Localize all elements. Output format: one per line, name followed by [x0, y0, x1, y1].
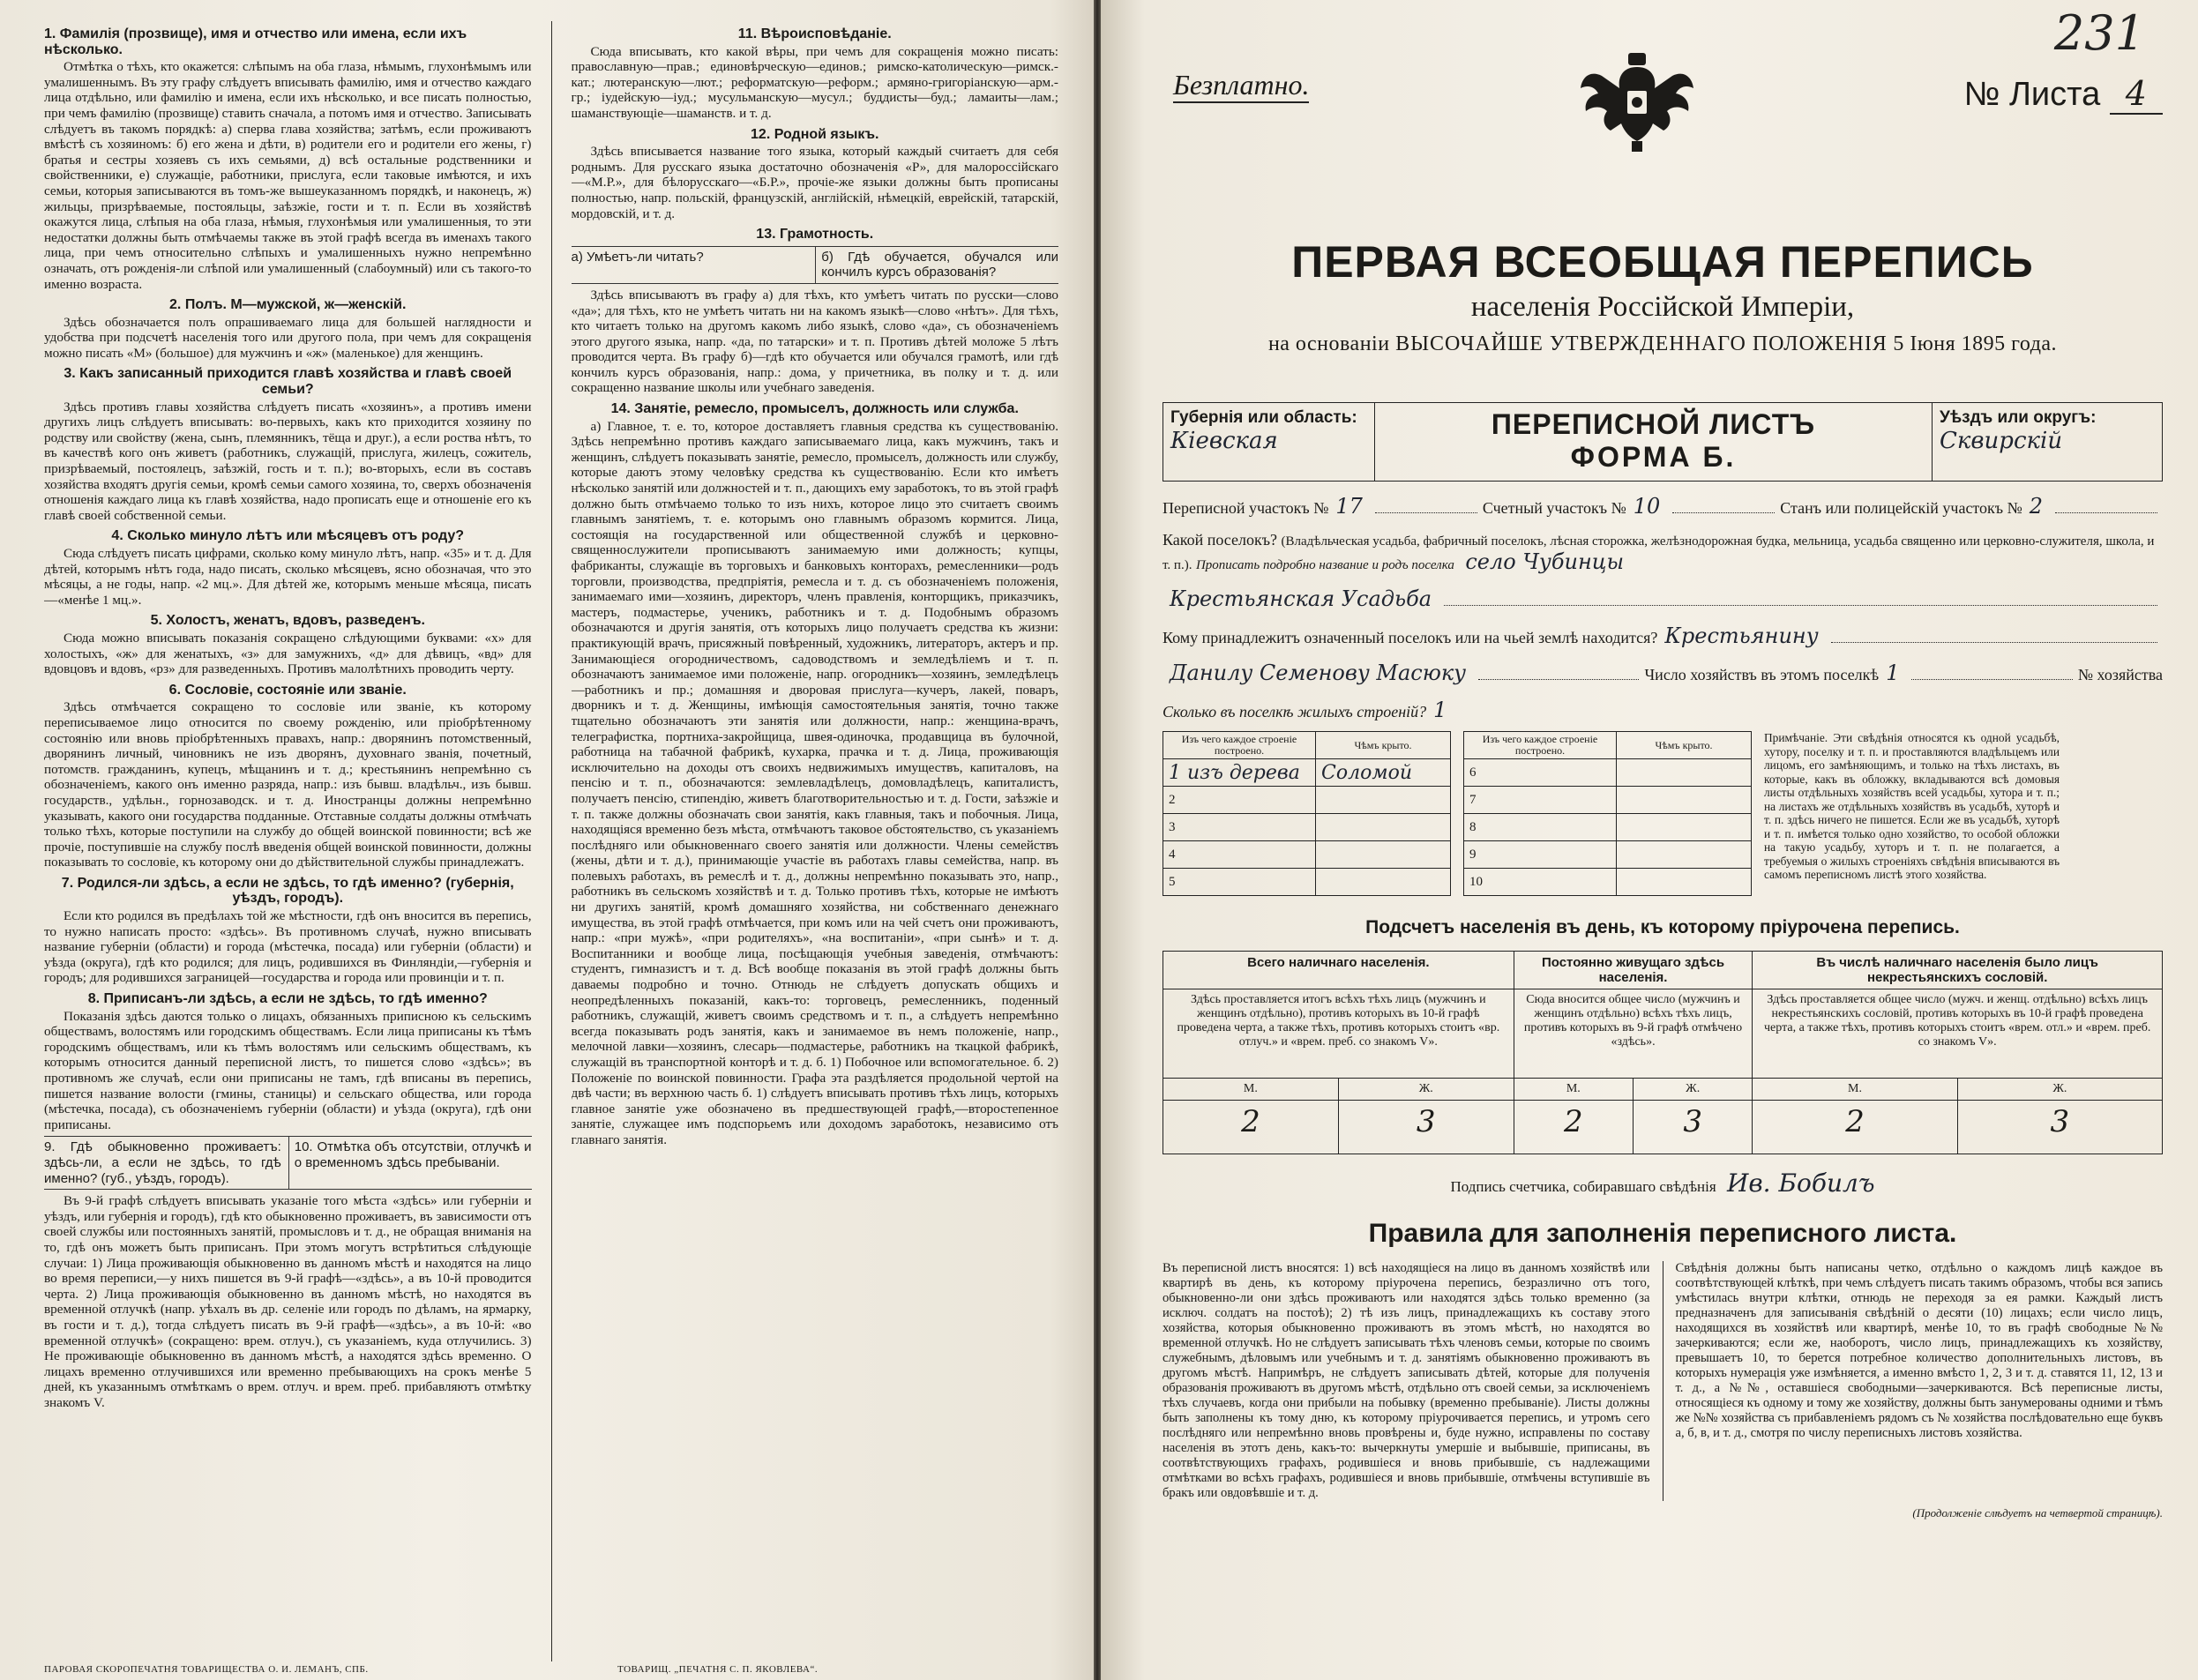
section-5-title: 5. Холостъ, женатъ, вдовъ, разведенъ.: [150, 613, 425, 629]
buildings-roof-header: Чѣмъ крыто.: [1617, 732, 1752, 759]
building-number: 5: [1163, 869, 1316, 896]
census-subtitle: населенія Россійской Имперіи,: [1470, 291, 1855, 323]
total-female-count: 3: [1338, 1101, 1514, 1154]
building-roof: [1316, 787, 1451, 814]
building-1-roof: Соломой: [1316, 759, 1451, 787]
census-title: ПЕРВАЯ ВСЕОБЩАЯ ПЕРЕПИСЬ: [1291, 237, 2034, 287]
section-13-title: 13. Грамотность.: [756, 227, 874, 243]
section-11-title: 11. Вѣроисповѣданіе.: [737, 26, 892, 41]
table-row: [1464, 787, 1752, 814]
section-14-title: 14. Занятіе, ремесло, промыселъ, должность или служба.: [610, 401, 1019, 417]
district-numbers-line: [1163, 494, 2163, 519]
buildings-table-1-5: [1163, 731, 1451, 896]
rules-title: Правила для заполненія переписного листа.: [1368, 1219, 1957, 1248]
building-roof: [1316, 841, 1451, 869]
settlement-kind-line: [1163, 586, 2163, 611]
poselok-hint-2: Прописать подробно название и родъ поселка: [1195, 558, 1454, 572]
section-6-title: 6. Сословіе, состояніе или званіе.: [168, 682, 407, 698]
buildings-note: Примѣчаніе. Эти свѣдѣнія относятся къ одной усадьбѣ, хутору, поселку и т. п. и проставляются владѣльцемъ или лицомъ, его замѣняющимъ, и только на тѣхъ листахъ, въ которые, какъ въ обложку, вкладываются всѣ домовыя листы отдѣльныхъ хозяйствъ всей усадьбы, хутора и т. п.; на листахъ же отдѣльныхъ хозяйствъ въ усадьбѣ, хуторѣ и т. п. здѣсь ничего не пишется. Если же въ усадьбѣ, хуторѣ и т. п. имѣется только одно хозяйство, то особой обложки на такую усадьбу, хуторъ и т. п. не полагается, а требуемыя о жилыхъ строеніяхъ свѣдѣнія вписываются въ самомъ переписномъ листѣ этого хозяйства.: [1764, 731, 2060, 881]
instructions-column-1: [44, 21, 532, 1661]
section-13b-title: б) Гдѣ обучается, обучался или кончилъ курсъ образованія?: [815, 247, 1058, 283]
building-roof: [1617, 814, 1752, 841]
uchastok-value: 17: [1335, 494, 1363, 519]
section-7-text: Если кто родился въ предѣлахъ той же мѣстности, гдѣ онъ вносится въ перепись, то нужно написать просто: «здѣсь». Въ противномъ случаѣ, нужно вписывать название губерніи (области) и города (мѣстечка, посада) или губерніи (области) и уѣзда (округа), гдѣ кто родился; для лицъ, родившихся въ Финляндіи,—губернія и городъ; для родившихся заграницей—государства и города или провинціи и т. п.: [44, 908, 532, 986]
section-2-text: Здѣсь обозначается полъ опрашиваемаго лица для большей наглядности и удобства при подсчетѣ населенія того или другого пола, при чемъ для сокращенія можно писать «М» (большое) для мужчинъ и «ж» (маленькое) для женщинъ.: [44, 314, 532, 361]
building-number: 2: [1163, 787, 1316, 814]
sheet-number-label: № Листа: [1963, 76, 2101, 113]
table-row: [1163, 759, 1451, 787]
section-1-title: 1. Фамилія (прозвище), имя и отчество или имена, если ихъ нѣсколько.: [44, 26, 467, 57]
stan-label: Станъ или полицейскій участокъ №: [1780, 499, 2022, 517]
count-header-non-peasant: Въ числѣ наличнаго населенія было лицъ некрестьянскихъ сословій.: [1753, 952, 2163, 989]
non-peasant-female-count: 3: [1957, 1101, 2162, 1154]
rules-right-text: Свѣдѣнія должны быть написаны четко, отдѣльно о каждомъ лицѣ каждое въ соотвѣтствующей клѣткѣ, при чемъ слѣдуетъ писать такимъ образомъ, чтобы вся запись умѣстилась внутри клѣтки, отнюдь не переходя за ея рамки. Каждый листъ предназначенъ для записыванія свѣдѣній о десяти (10) лицахъ; если число лицъ, находящихся въ хозяйствѣ или квартирѣ, менѣе 10, то въ графѣ свободные №№ зачеркиваются; если же, наоборотъ, число лицъ, принадлежащихъ къ хозяйству, превышаетъ 10, то берется потребное количество дополнительныхъ листовъ, въ которыхъ нумерація уже измѣняется, а именно вмѣсто 1, 2, 3 и т. д. ставятся 11, 12, 13 и т. д., а №№, оставшіеся свободными—зачеркиваются. Всѣ переписные листы, относящіеся къ одному и тому же хозяйству, должны быть занумерованы одними и тѣмъ же №№ хозяйства съ прибавленіемъ рядомъ съ № хозяйства послѣдовательно еще буквъ а, б, в, и т. д., смотря по числу переписныхъ листовъ хозяйства.: [1675, 1261, 2163, 1440]
owner-name-line: [1163, 661, 2163, 685]
section-9-title: 9. Гдѣ обыкновенно проживаетъ: здѣсь-ли, а если не здѣсь, то гдѣ именно? (губ., уѣздъ, городъ).: [44, 1139, 281, 1186]
gubernia-value: Кіевская: [1170, 428, 1278, 454]
poselok-hint: (Владѣльческая усадьба, фабричный поселокъ, лѣсная сторожка, желѣзнодорожная будка, мельница, усадьба священно или церковно-служителя, школа, и т. п.).: [1163, 534, 2155, 572]
uezd-label: Уѣздъ или округъ:: [1940, 408, 2097, 427]
owner-name-value: Данилу Семенову Масюку: [1170, 661, 1467, 685]
section-4-title: 4. Сколько минуло лѣтъ или мѣсяцевъ отъ роду?: [111, 528, 465, 544]
building-number: 7: [1464, 787, 1617, 814]
male-header: М.: [1514, 1079, 1633, 1101]
printer-imprint-right: ТОВАРИЩ. „ПЕЧАТНЯ С. П. ЯКОВЛЕВА“.: [617, 1664, 819, 1675]
signature-value: Ив. Бобилъ: [1726, 1169, 1875, 1198]
count-header-total: Всего наличнаго населенія.: [1163, 952, 1514, 989]
poselok-label: Какой поселокъ?: [1163, 531, 1278, 549]
instructions-page: [0, 0, 1094, 1680]
section-12-title: 12. Родной языкъ.: [751, 126, 879, 142]
printer-imprint-left: ПАРОВАЯ СКОРОПЕЧАТНЯ ТОВАРИЩЕСТВА О. И. ЛЕМАНЪ, СПБ.: [44, 1664, 369, 1675]
poselok-value-2: Крестьянская Усадьба: [1170, 586, 1432, 611]
rules-columns: [1163, 1261, 2163, 1501]
section-5-text: Сюда можно вписывать показанія сокращено слѣдующими буквами: «х» для холостыхъ, «ж» для женатыхъ, «з» для замужнихъ, «д» для дѣвицъ, «вд» для вдовцовъ и вдовъ, «рз» для разведенныхъ. Противъ малолѣтнихъ проводить черту.: [44, 630, 532, 677]
section-12-text: Здѣсь вписывается название того языка, который каждый считаетъ для себя роднымъ. Для русскаго языка достаточно обозначенія «Р», для малороссійскаго—«М.Р.», для бѣлорусскаго—«Б.Р.», прочіе-же языки должны быть прописаны полностью, напр. польскій, французскій, англійскій, нѣмецкій, еврейскій, татарскій, мордовскій, и т. д.: [571, 144, 1058, 221]
schet-value: 10: [1633, 494, 1661, 519]
count-desc-non-peasant: Здѣсь проставляется общее число (мужч. и женщ. отдѣльно) всѣхъ лицъ некрестьянскихъ сословій, противъ которыхъ въ 10-й графѣ проведена черта, а также тѣхъ, противъ которыхъ стоитъ «врем. отл.» и «врем. преб. со знакомъ V».: [1753, 989, 2163, 1079]
building-roof: [1617, 869, 1752, 896]
table-row: [1464, 869, 1752, 896]
section-3-title: 3. Какъ записанный приходится главѣ хозяйства и главѣ своей семьи?: [64, 366, 512, 398]
archive-number: 231: [2053, 5, 2145, 61]
fill-line: [1478, 679, 1639, 680]
fill-line: [1375, 512, 1477, 513]
section-9-10-headers: [44, 1136, 532, 1190]
section-4-text: Сюда слѣдуетъ писать цифрами, сколько кому минуло лѣтъ, напр. «35» и т. д. Для дѣтей, которымъ нѣтъ года, надо писать, сколько мѣсяцевъ, ясно обозначая, что это мѣсяцы, а не годы, напр. «2 мц.». Для дѣтей же, которымъ меньше мѣсяца, писать—«менѣе 1 мц.».: [44, 546, 532, 608]
female-header: Ж.: [1634, 1079, 1753, 1101]
census-form-page: [1101, 0, 2198, 1680]
signature-label: Подпись счетчика, собиравшаго свѣдѣнія: [1450, 1178, 1716, 1195]
table-row: [1464, 814, 1752, 841]
table-row: [1163, 787, 1451, 814]
continued-note: (Продолженіе слѣдуетъ на четвертой страницѣ).: [1912, 1506, 2163, 1519]
rules-left-text: Въ переписной листъ вносятся: 1) всѣ находящіеся на лицо въ данномъ хозяйствѣ или квартирѣ въ день, къ которому пріурочена перепись, безразлично отъ того, обыкновенно-ли они здѣсь проживаютъ или находятся здѣсь только временно (за исключ. солдатъ на постоѣ); 2) тѣ изъ лицъ, принадлежащихъ къ составу этого хозяйства, которыя обыкновенно проживаютъ въ этомъ мѣстѣ, но находятся во временной отлучкѣ. Но не слѣдуетъ записывать тѣхъ членовъ семьи, которые по своимъ служебнымъ, дѣловымъ или учебнымъ и т. д. занятіямъ обыкновенно проживаютъ въ другомъ мѣстѣ. Напримѣръ, не слѣдуетъ записывать дѣтей, которые для полученія образованія проживаютъ въ другомъ мѣстѣ, отдѣльно отъ своей семьи, за исключеніемъ тѣхъ случаевъ, когда они прибыли на побывку (временно пребываніе). Листы должны быть заполнены къ тому дню, къ которому пріурочивается перепись, и утромъ сего послѣдняго или непремѣнно вновь провѣрены и, буде нужно, исправлены по составу населенія въ этотъ день, какъ-то: вычеркнуты умершіе и выбывшіе, приписаны, въ соотвѣтствующихъ графахъ, родившіеся и вновь прибывшіе, съ надлежащими отмѣтками во всѣхъ графахъ, родившіеся и вновь прибывшіе, отмѣчены вступившіе въ бракъ или овдовѣвшіе и т. д.: [1163, 1261, 1650, 1500]
households-value: 1: [1886, 661, 1900, 685]
building-1-material: [1163, 759, 1316, 787]
non-peasant-male-count: 2: [1753, 1101, 1957, 1154]
settlement-type-line: [1163, 531, 2163, 574]
building-number: 6: [1464, 759, 1617, 787]
free-label: Безплатно.: [1173, 69, 1309, 103]
building-number: 10: [1464, 869, 1617, 896]
schet-label: Счетный участокъ №: [1482, 499, 1626, 517]
enumerator-signature-line: [1163, 1169, 2163, 1198]
permanent-female-count: 3: [1634, 1101, 1753, 1154]
table-row: [1163, 869, 1451, 896]
stan-value: 2: [2029, 494, 2044, 519]
building-number: 4: [1163, 841, 1316, 869]
fill-line: [1672, 512, 1775, 513]
gubernia-cell: [1163, 403, 1375, 481]
form-type: ФОРМА Б.: [1570, 441, 1737, 473]
building-roof: [1617, 787, 1752, 814]
section-13-text: Здѣсь вписываютъ въ графу а) для тѣхъ, кто умѣетъ читать по русски—слово «да»; для тѣхъ, кто не умѣетъ читать ни на какомъ языкѣ—слово «нѣтъ». Для тѣхъ, кто читаетъ только на другомъ какомъ либо языкѣ, слово «да», съ обозначеніемъ этого другого языка, напр. «да, по татарски» и т. п. Противъ дѣтей моложе 5 лѣтъ проводится черта. Въ графу б)—гдѣ кто обучается или обучался грамотѣ, или гдѣ кончилъ курсъ образованія, напр.: дома, у причетника, въ полку и т. д. или сокращенно название школы или учебнаго заведенія.: [571, 287, 1058, 396]
population-count-table: [1163, 951, 2163, 1154]
uezd-value: Сквирскій: [1940, 428, 2063, 454]
section-10-title: 10. Отмѣтка объ отсутствіи, отлучкѣ и о временномъ здѣсь пребываніи.: [288, 1137, 532, 1189]
form-header-row: [1163, 18, 2163, 132]
sheet-number-value: 4: [2110, 74, 2163, 115]
buildings-material-header: Изъ чего каждое строеніе построено.: [1464, 732, 1617, 759]
building-roof: [1617, 841, 1752, 869]
count-desc-total: Здѣсь проставляется итогъ всѣхъ тѣхъ лицъ (мужчинъ и женщинъ отдѣльно), противъ которыхъ въ 10-й графѣ проведена черта, а также тѣхъ, противъ которыхъ стоитъ «вр. отлуч.» и «врем. преб. со знакомъ V».: [1163, 989, 1514, 1079]
instructions-column-2: [572, 21, 1059, 1661]
table-row: [1163, 814, 1451, 841]
fill-line: [2055, 512, 2157, 513]
section-8-title: 8. Приписанъ-ли здѣсь, а если не здѣсь, то гдѣ именно?: [87, 991, 488, 1007]
building-roof: [1617, 759, 1752, 787]
building-material: изъ дерева: [1187, 761, 1300, 784]
count-title: Подсчетъ населенія въ день, къ которому пріурочена перепись.: [1365, 917, 1960, 937]
sheet-number: [1964, 74, 2163, 114]
table-row: [1163, 841, 1451, 869]
section-7-title: 7. Родился-ли здѣсь, а если не здѣсь, то гдѣ именно? (губернія, уѣздъ, городъ).: [61, 875, 514, 907]
section-11-text: Сюда вписывать, кто какой вѣры, при чемъ для сокращенія можно писать: православную—прав.; единовѣрческую—единов.; римско-католическую—римск.-кат.; лютеранскую—лют.; реформатскую—реформ.; армяно-григоріанскую—арм.-гр.; іудейскую—іуд.; мусульманскую—мусул.; буддисты—буд.; ламаиты—лам.; шаманствующіе—шаманств. и т. д.: [571, 43, 1058, 121]
female-header: Ж.: [1338, 1079, 1514, 1101]
fill-line: [1911, 679, 2072, 680]
household-no-label: № хозяйства: [2077, 666, 2163, 683]
owner-line: [1163, 623, 2163, 648]
form-title: ПЕРЕПИСНОЙ ЛИСТЪ: [1491, 408, 1816, 440]
female-header: Ж.: [1957, 1079, 2162, 1101]
building-number: 9: [1464, 841, 1617, 869]
section-14-text: а) Главное, т. е. то, которое доставляетъ главныя средства къ существованію. Здѣсь непремѣнно противъ каждаго записываемаго лица, какъ мужчинъ, такъ и женщинъ, слѣдуетъ показывать занятіе, ремесло, промыселъ, должность или службу, которые даютъ этому человѣку средства къ существованію. Если кто имѣетъ нѣсколько занятій или должностей и т. п., дающихъ ему заработокъ, то въ этой графѣ должно быть отмѣчаемо только то изъ нихъ, которое лицо это считаетъ своимъ главнымъ занятіемъ, т. е. которымъ оно главнымъ образомъ кормится. Лица, состоящія на государственной или общественной службѣ и церковно-священнослужители прописываютъ занимаемую ими должность; купцы, фабриканты, служащіе въ торговыхъ и банковыхъ конторахъ, ремесленники—родъ торговли, производства, предпріятія, ремесла и т. д. съ обозначеніемъ положенія, занимаемаго ими—хозяинъ, директоръ, членъ правленія, конторщикъ, приказчикъ, мастеръ, подмастерье, ученикъ, работникъ и т. д. Подобнымъ образомъ обозначаются и другія занятія, отъ которыхъ лицо получаетъ средства къ жизни: практикующій врачъ, присяжный повѣренный, художникъ, литераторъ, актеръ и пр. Занимающіеся огородничествомъ, садоводствомъ и земледѣліемъ и т. п. обозначаютъ занимаемое ими положеніе, напр. огородникъ—хозяинъ, земледѣлецъ—работникъ и пр.; домашняя и дворовая прислуга—кучеръ, лакей, поваръ, дворникъ и т. д. Женщины, имѣющія самостоятельныя занятія, точно также тщательно обозначаютъ эти занятія или должности, напр.: женщина-врачъ, телеграфистка, портниха-закройщица, швея-одиночка, продавщица въ булочной, работница на табачной фабрикѣ, кухарка, прачка и т. д. Лица, проживающія исключительно на доходы отъ своихъ недвижимыхъ имуществъ, капиталовъ, на пенсію и т. п., обозначаются: землевладѣлецъ, домовладѣлецъ, капиталистъ, получаетъ пенсію, стипендію, живетъ благотворительностью и т. д. Гости, заѣзжіе и т. п. также должны обозначать свои занятія, какъ главныя, такъ и побочныя. Лица, находящіяся временно безъ мѣста, отмѣчаютъ таковое обстоятельство, съ указаніемъ послѣдняго или обыкновеннаго своего занятія или должности. Члены семействъ (жены, дѣти и т. д.), принимающіе участіе въ работахъ главы семейства, напр. въ полевыхъ работахъ, въ ремеслѣ и т. д., должны непремѣнно показывать это, напр., работникъ въ сельскомъ хозяйствѣ и т. д. Только противъ тѣхъ, которые не имѣютъ ни другихъ занятій, кромѣ домашняго хозяйства, ни собственнаго денежнаго имущества, въ этой графѣ отмѣчается, при комъ или на чей счетъ они проживаютъ, напр.: «при мужѣ», «при родителяхъ», «на воспитаніи», «при сынѣ» и т. д. Воспитанники и вообще лица, посѣщающія учебныя заведенія, отмѣчаютъ: студентъ, гимназистъ и т. д. Всѣ вообще показанія въ этой графѣ должны быть даваемы подробно и точно. Отнюдь не слѣдуетъ допускать общихъ и неопредѣленныхъ показаній, какъ-то: торговецъ, ремесленникъ, поденный работникъ, служащій, живетъ своимъ средствомъ и т. п., а слѣдуетъ непремѣнно всегда показывать родъ занятія, какъ и занимаемое въ немъ положеніе, напр., мелочной лавки—хозяинъ, слесарь—подмастерье, работникъ на ткацкой фабрикѣ, служащій въ транспортной конторѣ и т. д. б. 1) Побочное или вспомогательное. б. 2) Положеніе по воинской повинности. Графа эта раздѣляется продольной чертой на двѣ части; въ верхнюю часть б. 1) слѣдуетъ вписывать противъ тѣхъ лицъ, которыхъ главное занятіе уже обозначено въ предшествующей графѣ,—второстепенное занятіе, служащее имъ подспорьемъ или доходомъ заработокъ, независимо отъ главнаго занятія.: [571, 418, 1058, 1147]
section-6-text: Здѣсь отмѣчается сокращено то сословіе или званіе, къ которому переписываемое лицо относится по своему рожденію, или пріобрѣтенному состоянію или вновь пріобрѣтенныхъ правахъ, напр.: дворянинъ потомственный, дворянинъ личный, чиновникъ не изъ дворянъ, духовнаго званія, почетный, потомств. гражданинъ, купецъ, мѣщанинъ и т. д.; крестьянинъ непремѣнно съ обозначеніемъ, какого онъ именно разряда, напр.: изъ бывш. владѣльч., изъ бывш. государств., удѣльн., горнозаводск. и т. д. Иностранцы должны непремѣнно указывать, какого они государства подданные. Отставные солдаты должны отмѣчать только тѣхъ, которые поступили на службу до общей воинской повинности; всѣ же прочіе, поступившіе на службу послѣ введенія общей воинской повинности, должны показывать то сословіе, къ которому они до дѣйствительной службы принадлежатъ.: [44, 699, 532, 870]
buildings-line: [1163, 698, 2163, 722]
section-9-text: Въ 9-й графѣ слѣдуетъ вписывать указаніе того мѣста «здѣсь» или губерніи и уѣздъ, или губернія и городъ), гдѣ кто обыкновенно проживаетъ, въ зависимости отъ своей службы или постоянныхъ занятій, промысловъ и т. д., не обращая вниманія на то, гдѣ онъ можетъ быть приписанъ. При этомъ могутъ встрѣтиться слѣдующіе случаи: 1) Лица проживающія обыкновенно въ данномъ мѣстѣ и находятся на лицо во время переписи,—у нихъ пишется въ 9-й графѣ—«здѣсь», а въ 10-й проводится черта. 2) Лица проживающія обыкновенно въ данномъ мѣстѣ, но находятся въ временной отлучкѣ (напр. уѣхалъ въ др. селеніе или городъ по дѣламъ, на ярмарку, въ гости и т. д.), тогда слѣдуетъ писать въ 9-й графѣ—«здѣсь», а въ 10-й: «во временной отлучкѣ» (сокращено: врем. отлуч.), съ указаніемъ, куда отлучились. 3) Не проживающіе обыкновенно въ данномъ мѣстѣ, а находятся здѣсь временно. О лицахъ временно отлучившихся или временно пребывающихъ на срокъ менѣе 5 дней, къ указаннымъ отмѣткамъ о врем. отлуч. и врем. преб. прибавляютъ отмѣтку знакомъ V.: [44, 1193, 532, 1410]
section-3-text: Здѣсь противъ главы хозяйства слѣдуетъ писать «хозяинъ», а противъ имени другихъ лицъ слѣдуетъ вписывать: во-первыхъ, какъ кто приходится хозяину по родству или свойству (жена, сынъ, племянникъ, тёща и друг.), а если роства нѣтъ, то въ качествѣ кого онъ живетъ (работникъ, служащій, прислуга, жилецъ, сожитель, призрѣваемый, постоялецъ, заѣзжій, гость и т. п.); во-вторыхъ, если въ составъ хозяйства входятъ другія семьи, кромѣ семьи самого хозяина, то, сверхъ обозначенія отношенія каждаго лица къ главѣ хозяйства, надо прописать еще и отношеніе его къ главѣ своей собственной семьи.: [44, 399, 532, 523]
owner-label: Кому принадлежитъ означенный поселокъ или на чьей землѣ находится?: [1163, 629, 1658, 646]
table-row: [1163, 1101, 2163, 1154]
buildings-value: 1: [1433, 698, 1447, 722]
basis-prefix: на основаніи: [1267, 332, 1390, 355]
double-headed-eagle-icon: [1575, 49, 1699, 155]
buildings-roof-header: Чѣмъ крыто.: [1316, 732, 1451, 759]
column-divider: [551, 21, 552, 1661]
table-row: [1464, 759, 1752, 787]
building-number: 8: [1464, 814, 1617, 841]
fill-line: [1444, 605, 2157, 606]
section-1-text: Отмѣтка о тѣхъ, кто окажется: слѣпымъ на оба глаза, нѣмымъ, глухонѣмымъ или умалишеннымъ. Въ эту графу слѣдуетъ вписывать фамилію, имя и отчество каждаго лица отдѣльно, или фамилію и имена, если ихъ нѣсколько, и все писать полностью, при чемъ фамилію (прозвище) ставить сначала, а потомъ имя и отчество. Записывать слѣдуетъ въ такомъ порядкѣ: а) сперва глава хозяйства; затѣмъ, если проживаютъ вмѣстѣ съ хозяиномъ: б) его жена и дѣти, в) родители его и родители его жены, г) братья и сестры хозяевъ съ ихъ семьями, д) всѣ остальные родственники и свойственники, е) служащіе, работники, прислуга, если таковые имѣются, и ихъ семьи, которыя записываются въ томъ-же вышеуказанномъ порядкѣ, и наконецъ, ж) жильцы, призрѣваемые, постояльцы, заѣзжіе, гости и т. п. Если въ хозяйствѣ окажутся лица, слѣпыя на оба глаза, нѣмыя, глухонѣмыя или умалишенныя, то эти недостатки должны быть отмѣчаемы также въ этой графѣ всегда въ именахъ такого лица, при чемъ относительно слѣпыхъ и умалишенныхъ нужно непремѣнно означать, отъ рожденія-ли слѣпой или умалишенный (слабоумный) или съ такого-то именно возраста.: [44, 59, 532, 292]
buildings-section: [1163, 731, 2163, 896]
building-roof: [1316, 869, 1451, 896]
count-header-permanent: Постоянно живущаго здѣсь населенія.: [1514, 952, 1753, 989]
basis-date: 5 Іюня 1895 года.: [1893, 332, 2058, 355]
buildings-material-header: Изъ чего каждое строеніе построено.: [1163, 732, 1316, 759]
table-row: [1464, 841, 1752, 869]
section-8-text: Показанія здѣсь даются только о лицахъ, обязанныхъ приписною къ сельскимъ обществамъ, волостямъ или городскимъ обществамъ. Если лица приписаны къ тѣмъ городскимъ обществамъ, или къ тѣмъ волостямъ или сельскимъ обществамъ, къ которымъ относится данный переписной листъ, то пишется слово «здѣсь»; въ противномъ же случаѣ, если они приписаны не тамъ, гдѣ вписаны въ перепись, пишется название волости (гмины, станицы) и сельскаго общества, или города (мѣстечка, посада), съ обозначеніемъ губерніи (области) и уѣзда (округа), гдѣ они приписаны.: [44, 1008, 532, 1132]
male-header: М.: [1753, 1079, 1957, 1101]
count-desc-permanent: Сюда вносится общее число (мужчинъ и женщинъ отдѣльно) всѣхъ тѣхъ лицъ, противъ которыхъ въ 9-й графѣ отмѣчено «здѣсь».: [1514, 989, 1753, 1079]
fill-line: [1831, 642, 2157, 643]
households-label: Число хозяйствъ въ этомъ поселкѣ: [1644, 666, 1880, 683]
male-header: М.: [1163, 1079, 1339, 1101]
form-id-row: [1163, 402, 2163, 482]
buildings-table-6-10: [1463, 731, 1752, 896]
form-title-cell: [1375, 403, 1933, 481]
permanent-male-count: 2: [1514, 1101, 1633, 1154]
section-13-subheaders: [572, 246, 1059, 284]
building-roof: [1316, 814, 1451, 841]
total-male-count: 2: [1163, 1101, 1339, 1154]
section-13a-title: а) Умѣетъ-ли читать?: [571, 249, 704, 265]
gubernia-label: Губернія или область:: [1170, 408, 1357, 427]
building-number: 1: [1169, 761, 1181, 784]
uezd-cell: [1933, 403, 2162, 481]
uchastok-label: Переписной участокъ №: [1163, 499, 1329, 517]
section-2-title: 2. Полъ. М—мужской, ж—женскій.: [169, 297, 407, 313]
legal-basis: [1163, 332, 2163, 356]
building-number: 3: [1163, 814, 1316, 841]
owner-class-value: Крестьянину: [1664, 623, 1819, 648]
basis-caps: ВЫСОЧАЙШЕ УТВЕРЖДЕННАГО ПОЛОЖЕНІЯ: [1395, 332, 1888, 355]
poselok-value: село Чубинцы: [1465, 549, 1625, 574]
buildings-label: Сколько въ поселкѣ жилыхъ строеній?: [1163, 703, 1427, 721]
